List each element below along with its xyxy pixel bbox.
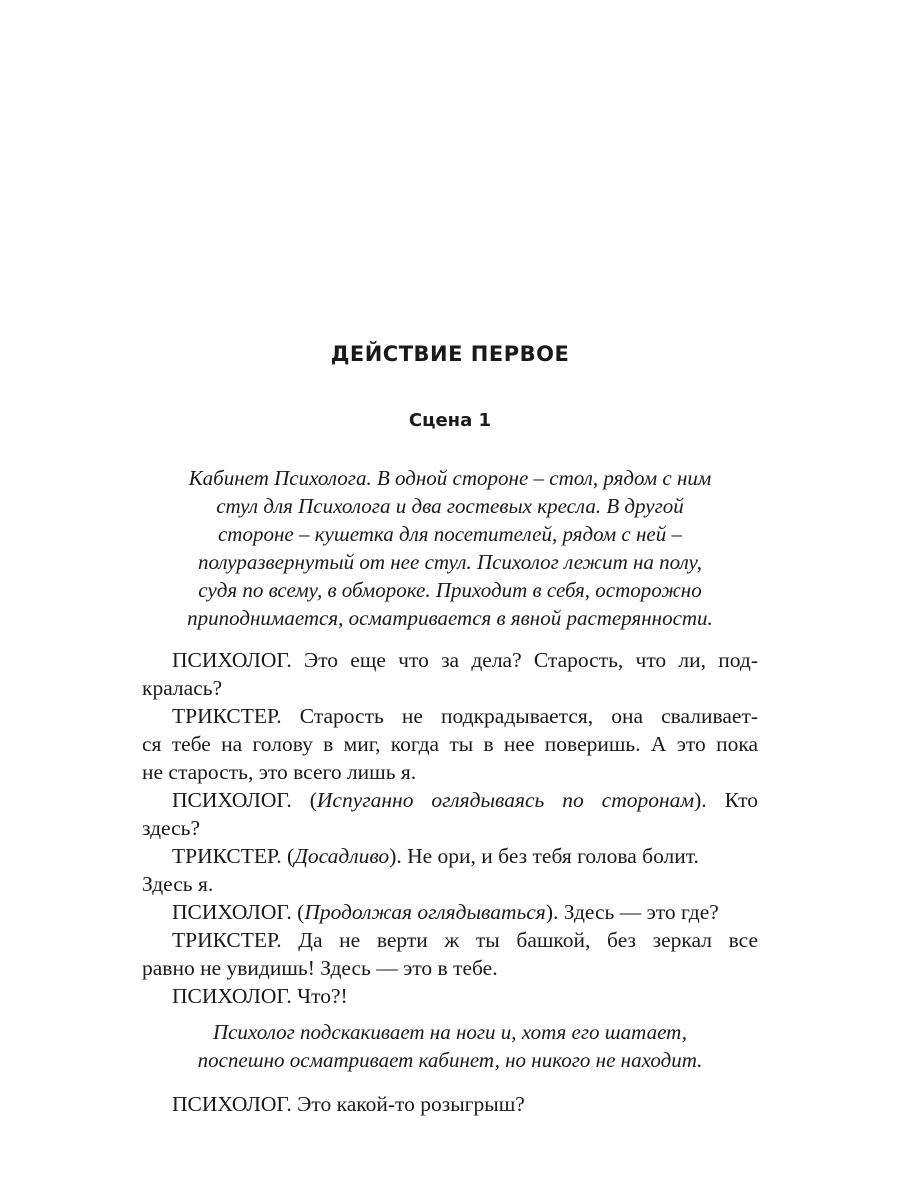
speaker-text: ТРИКСТЕР. ( [172, 844, 295, 868]
stage-direction-line: полуразвернутый от нее стул. Психолог лежит на полу, [197, 550, 703, 574]
speaker-text: ПСИХОЛОГ. ( [172, 900, 305, 924]
speaker-text: ПСИХОЛОГ. ( [172, 788, 317, 812]
dialogue-line [142, 786, 758, 814]
stage-direction-line: Психолог подскакивает на ноги и, хотя его шатает, [212, 1020, 688, 1044]
stage-remark: Досадливо [294, 844, 390, 868]
dialogue-line: ТРИКСТЕР. Да не верти ж ты башкой, без зеркал все [172, 928, 758, 952]
dialogue-text: ). Кто [694, 788, 758, 812]
dialogue-line [142, 898, 758, 926]
dialogue-line: ПСИХОЛОГ. Что?! [172, 984, 348, 1008]
dialogue-line: ПСИХОЛОГ. Это какой-то розыгрыш? [172, 1092, 525, 1116]
stage-direction-2 [150, 1018, 750, 1074]
dialogue-line [142, 842, 758, 870]
stage-direction-line: поспешно осматривает кабинет, но никого не находит. [197, 1048, 703, 1072]
dialogue-block [142, 646, 758, 1010]
stage-remark: Испуганно оглядываясь по сторонам [316, 788, 695, 812]
dialogue-line: равно не увидишь! Здесь — это в тебе. [142, 956, 498, 980]
act-title: ДЕЙСТВИЕ ПЕРВОЕ [330, 342, 570, 366]
stage-direction-line: Кабинет Психолога. В одной стороне – стол, рядом с ним [188, 466, 712, 490]
dialogue-line: здесь? [142, 816, 201, 840]
dialogue-line: ся тебе на голову в миг, когда ты в нее поверишь. А это пока [142, 732, 758, 756]
dialogue-line: не старость, это всего лишь я. [142, 760, 417, 784]
dialogue-text: ). Не ори, и без тебя голова болит. [389, 844, 699, 868]
dialogue-line: ТРИКСТЕР. Старость не подкрадывается, она сваливает- [172, 704, 758, 728]
stage-direction-line: приподнимается, осматривается в явной растерянности. [187, 606, 713, 630]
dialogue-line: ПСИХОЛОГ. Это еще что за дела? Старость, что ли, под- [172, 648, 758, 672]
stage-direction-line: стороне – кушетка для посетителей, рядом с ней – [217, 522, 682, 546]
stage-direction-line: судя по всему, в обмороке. Приходит в себя, осторожно [198, 578, 702, 602]
stage-direction-1 [150, 464, 750, 632]
scene-title: Сцена 1 [408, 410, 492, 431]
stage-direction-line: стул для Психолога и два гостевых кресла. В другой [216, 494, 684, 518]
dialogue-line: кралась? [142, 676, 223, 700]
dialogue-block-2 [142, 1090, 758, 1118]
dialogue-line: Здесь я. [142, 872, 214, 896]
dialogue-text: ). Здесь — это где? [545, 900, 719, 924]
stage-remark: Продолжая оглядываться [304, 900, 546, 924]
